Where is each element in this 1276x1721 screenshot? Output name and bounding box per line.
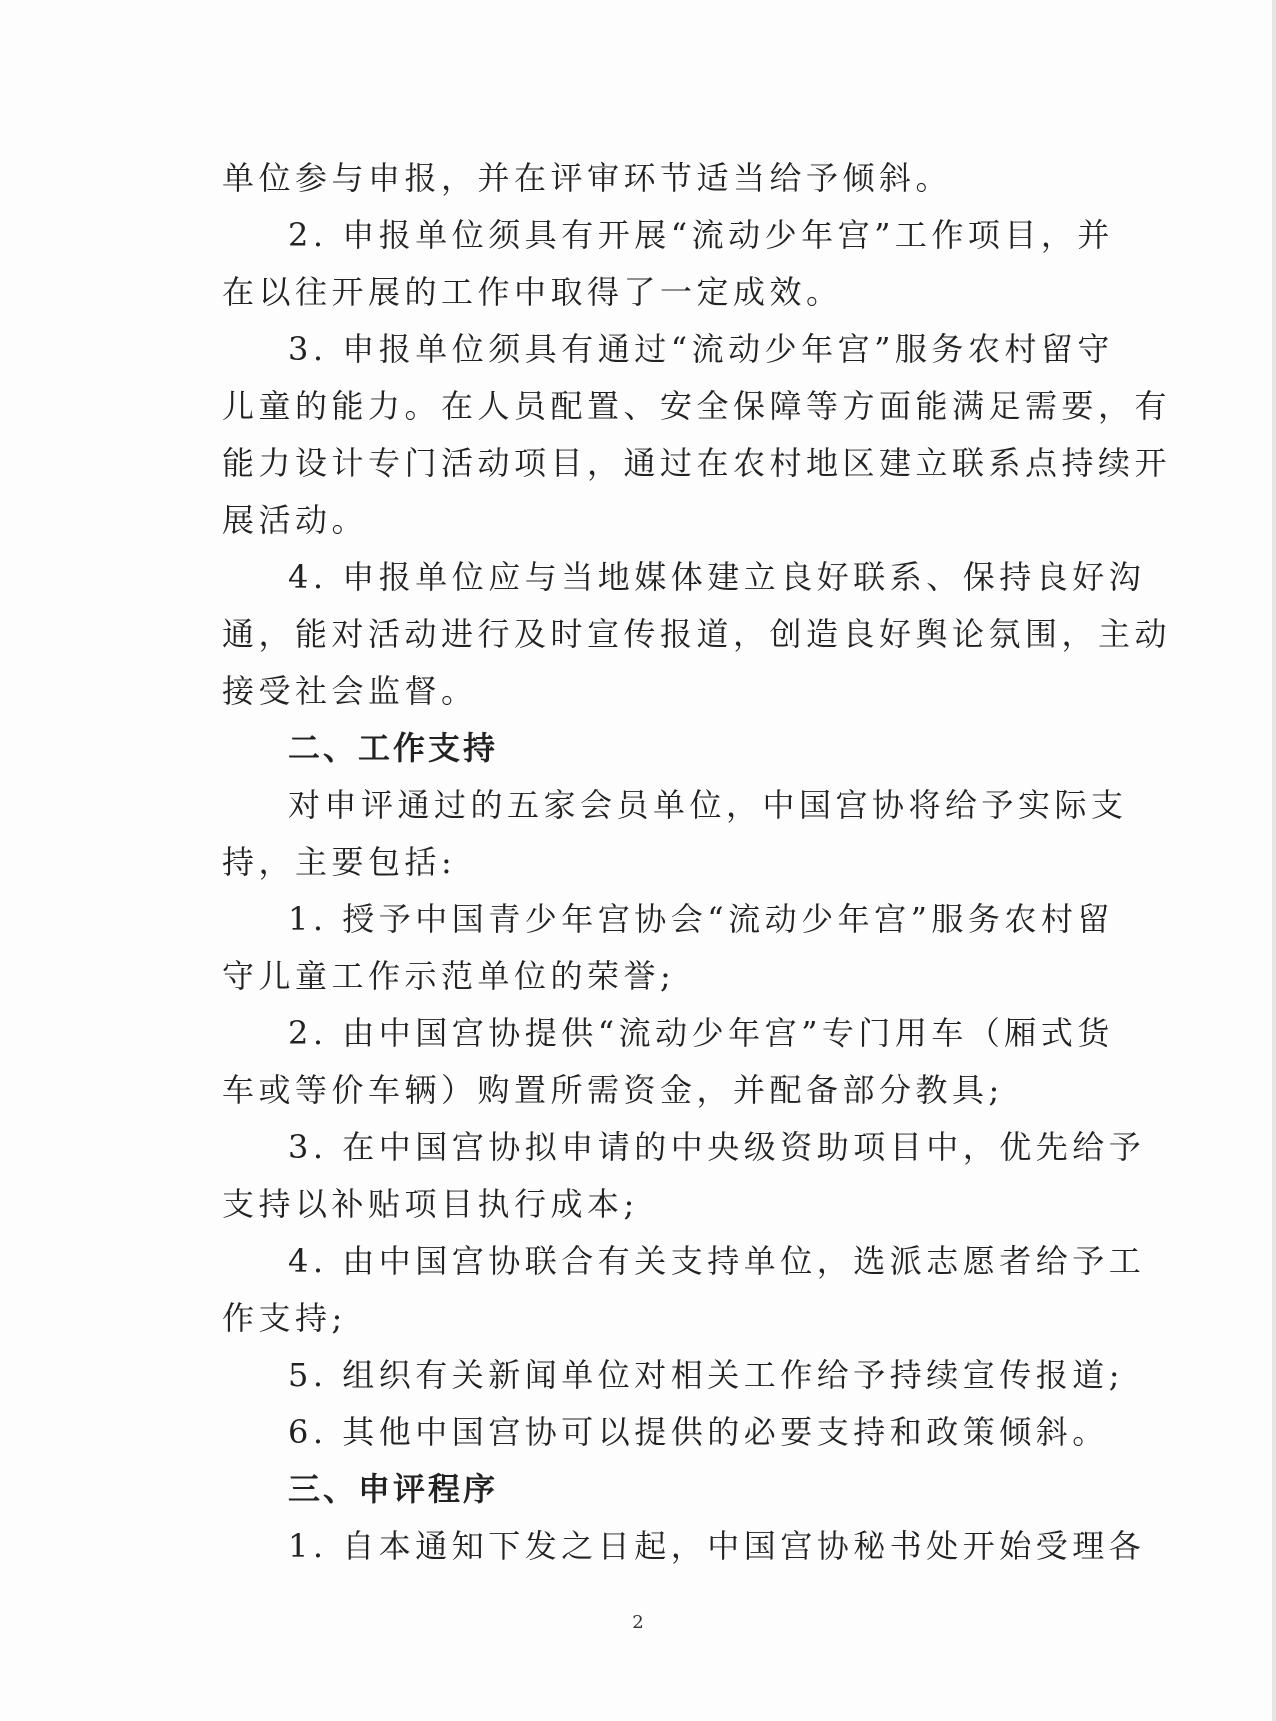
section-heading-review-procedure: 三、申评程序 [288,1470,499,1508]
paragraph-line: 车或等价车辆）购置所需资金，并配备部分教具; [222,1071,1004,1109]
list-item-3-line: 3. 申报单位须具有通过“流动少年宫”服务农村留守 [288,330,1114,368]
paragraph-line: 通，能对活动进行及时宣传报道，创造良好舆论氛围，主动 [222,615,1172,653]
scan-edge [1272,0,1276,1721]
paragraph-line: 单位参与申报，并在评审环节适当给予倾斜。 [222,159,953,197]
paragraph-line: 对申评通过的五家会员单位，中国宫协将给予实际支 [288,786,1128,824]
page-number: 2 [632,1612,644,1633]
support-item-5-line: 5. 组织有关新闻单位对相关工作给予持续宣传报道; [288,1356,1124,1394]
paragraph-line: 作支持; [222,1299,347,1337]
paragraph-line: 展活动。 [222,501,369,539]
paragraph-line: 守儿童工作示范单位的荣誉; [222,957,676,995]
support-item-2-line: 2. 由中国宫协提供“流动少年宫”专门用车（厢式货 [288,1014,1114,1052]
support-item-4-line: 4. 由中国宫协联合有关支持单位，选派志愿者给予工 [288,1242,1146,1280]
paragraph-line: 接受社会监督。 [222,672,478,710]
support-item-3-line: 3. 在中国宫协拟申请的中央级资助项目中，优先给予 [288,1128,1146,1166]
paragraph-line: 能力设计专门活动项目，通过在农村地区建立联系点持续开 [222,444,1172,482]
support-item-1-line: 1. 授予中国青少年宫协会“流动少年宫”服务农村留 [288,900,1114,938]
list-item-2-line: 2. 申报单位须具有开展“流动少年宫”工作项目，并 [288,216,1114,254]
procedure-item-1-line: 1. 自本通知下发之日起，中国宫协秘书处开始受理各 [288,1527,1146,1565]
paragraph-line: 儿童的能力。在人员配置、安全保障等方面能满足需要，有 [222,387,1172,425]
paragraph-line: 在以往开展的工作中取得了一定成效。 [222,273,843,311]
paragraph-line: 持，主要包括: [222,843,457,881]
support-item-6-line: 6. 其他中国宫协可以提供的必要支持和政策倾斜。 [288,1413,1109,1451]
document-body [222,150,1172,1575]
paragraph-line: 支持以补贴项目执行成本; [222,1185,639,1223]
list-item-4-line: 4. 申报单位应与当地媒体建立良好联系、保持良好沟 [288,558,1146,596]
section-heading-work-support: 二、工作支持 [288,729,499,767]
